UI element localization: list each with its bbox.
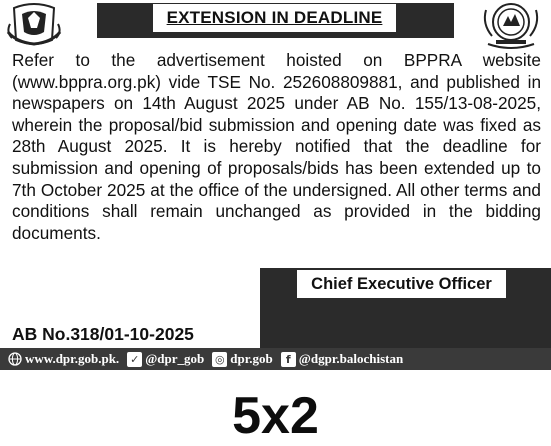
website-text: www.dpr.gob.pk. <box>25 351 120 366</box>
globe-icon <box>8 352 22 366</box>
body-line: submission and opening of proposals/bids has been extended up to <box>12 157 541 178</box>
body-line: 7th October 2025 at the office of the undersigned. All other terms and <box>12 179 541 200</box>
footer-instagram[interactable] <box>212 351 273 367</box>
ad-reference-number: AB No.318/01-10-2025 <box>12 324 194 344</box>
instagram-handle: dpr.gob <box>230 351 273 366</box>
left-emblem-logo <box>4 2 64 48</box>
footer-contact-bar <box>0 348 551 370</box>
facebook-icon: f <box>281 352 296 367</box>
twitter-handle: @dpr_gob <box>145 351 205 366</box>
notice-body <box>12 50 541 244</box>
facebook-handle: @dgpr.balochistan <box>298 351 404 366</box>
signatory-title: Chief Executive Officer <box>297 270 506 298</box>
instagram-icon: ◎ <box>212 352 227 367</box>
body-line: conditions shall remain unchanged as provided in the bidding <box>12 201 541 222</box>
footer-facebook[interactable] <box>281 351 403 367</box>
body-line: wherein the proposal/bid submission and opening date was fixed as <box>12 114 541 135</box>
body-line: (www.bppra.org.pk) vide TSE No. 252608809881, and published in <box>12 71 541 92</box>
body-line: documents. <box>12 222 101 243</box>
body-line: 28th August 2025. It is hereby notified that the deadline for <box>12 136 541 157</box>
footer-twitter[interactable] <box>127 351 204 367</box>
right-emblem-logo <box>478 0 544 52</box>
body-line: Refer to the advertisement hoisted on BPPRA website <box>12 50 541 70</box>
notice-title: EXTENSION IN DEADLINE <box>153 4 396 32</box>
twitter-icon: ✓ <box>127 352 142 367</box>
footer-website[interactable] <box>8 351 119 367</box>
ad-size-label: 5x2 <box>232 387 319 445</box>
body-line: newspapers on 14th August 2025 under AB No. 155/13-08-2025, <box>12 93 541 114</box>
